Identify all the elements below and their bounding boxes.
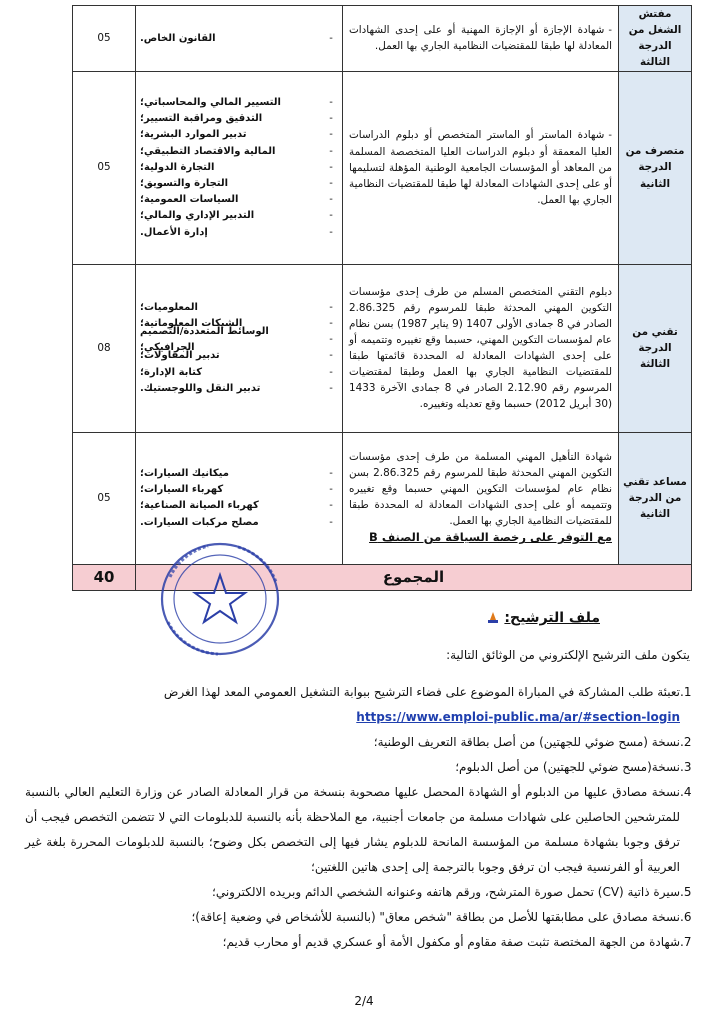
specialty-item: القانون الخاص. [140,32,216,44]
total-label: المجموع [136,564,692,590]
position-title: متصرف من الدرجة الثانية [619,71,692,264]
post-count: 05 [73,71,136,264]
total-value: 40 [73,564,136,590]
specialty-item: التدقيق ومراقبة التسيير؛ [140,113,263,125]
specialty-cell: - المعلوميات؛ - الشبكات المعلوماتية؛ - الوسائط المتعددة/التصميم الجرافيكي؛ - تدبير المقاولات؛ - كتابة الإدارة؛ - تدبير النقل واللوجستيك. [136,264,343,432]
item-text: نسخة(مسح ضوئي للجهتين) من أصل الدبلوم؛ [455,760,680,774]
diploma-cell: -شهادة الماستر أو الماستر المتخصص أو دبلوم الدراسات العليا المعمقة أو دبلوم الدراسات العليا المتخصصة المسلمة من المعاهد أو المؤسسات الجامعية الوطنية المؤهلة لتسليمها أو على إحدى الشهادات المعادلة لها طبقا للمقتضيات النظامية الجاري بها العمل. [343,71,619,264]
list-item [25,905,700,930]
diploma-cell [343,432,619,564]
post-count: 05 [73,432,136,564]
table-row [73,264,692,432]
specialty-cell: - التسيير المالي والمحاسباتي؛ - التدقيق ومراقبة التسيير؛ - تدبير الموارد البشرية؛ - المالية والاقتصاد التطبيقي؛ - التجارة الدولية؛ - التجارة والتسويق؛ - السياسات العمومية؛ - التدبير الإداري والمالي؛ - إدارة الأعمال. [136,71,343,264]
item-number: .1 [680,685,692,699]
section-title: ملف الترشيح: [504,610,600,626]
list-item [25,780,700,880]
list-item [25,730,700,755]
specialty-item: تدبير النقل واللوجستيك. [140,382,261,394]
specialty-item: المالية والاقتصاد التطبيقي؛ [140,145,276,157]
official-stamp [148,537,308,667]
specialty-item: تدبير الموارد البشرية؛ [140,129,247,141]
diploma-text: شهادة الماستر أو الماستر المتخصص أو دبلوم الدراسات العليا المعمقة أو دبلوم الدراسات العليا المتخصصة المسلمة من المعاهد أو المؤسسات الجامعية الوطنية المؤهلة لتسليمها أو على إحدى الشهادات المعادلة لها طبقا للمقتضيات النظامية الجاري بها العمل. [349,129,612,206]
specialty-item: التجارة والتسويق؛ [140,177,229,189]
item-text: سيرة ذاتية (CV) تحمل صورة المترشح، ورقم هاتفه وعنوانه الشخصي الدائم وبريده الالكتروني؛ [212,885,680,899]
list-item [25,930,700,955]
specialty-item: التسيير المالي والمحاسباتي؛ [140,97,281,108]
specialty-item: كهرباء الصيانة الصناعية؛ [140,500,259,512]
item-text: تعبئة طلب المشاركة في المباراة الموضوع على فضاء الترشيح ببوابة التشغيل العمومي المعد لهذا الغرض [163,685,680,699]
post-count: 05 [73,6,136,72]
position-title: مفتش الشغل من الدرجة الثالثة [619,6,692,72]
item-text: نسخة (مسح ضوئي للجهتين) من أصل بطاقة التعريف الوطنية؛ [373,735,680,749]
specialty-item: كتابة الإدارة؛ [140,366,203,378]
diploma-cell: -شهادة الإجازة أو الإجازة المهنية أو على إحدى الشهادات المعادلة لها طبقا للمقتضيات النظامية الجاري بها العمل. [343,6,619,72]
section-heading [486,610,600,626]
specialty-item: الوسائط المتعددة/التصميم الجرافيكي؛ [140,326,269,353]
list-item [25,880,700,905]
item-number: .5 [680,885,692,899]
table-row [73,6,692,72]
specialty-item: التدبير الإداري والمالي؛ [140,210,255,222]
pin-icon [486,611,500,625]
post-count: 08 [73,264,136,432]
item-number: .6 [680,910,692,924]
specialty-item: السياسات العمومية؛ [140,194,239,206]
item-number: .7 [680,935,692,949]
item-body [25,680,680,730]
position-title: تقني من الدرجة الثالثة [619,264,692,432]
diploma-text: دبلوم التقني المتخصص المسلم من طرف إحدى مؤسسات التكوين المهني المحدثة طبقا للمرسوم رقم 2.86.325 الصادر في 8 جمادى الأولى 1407 (9 يناير 1987) بسن نظام عام لمؤسسات التكوين المهني، حسبما وقع تغييره وتتميمه أو على إحدى الشهادات المعادلة له المحددة قائمتها طبقا للمقتضيات النظامية الجاري بها العمل وطبقا لمقتضيات المرسوم رقم 2.12.90 الصادر في 8 جمادى الآخرة 1433 (30 أبريل 2012) حسبما وقع تعديله وتغييره. [349,285,613,411]
specialty-item: كهرباء السيارات؛ [140,484,224,496]
item-number: .3 [680,760,692,774]
documents-list [25,680,700,955]
specialty-item: التجارة الدولية؛ [140,161,215,173]
item-number: .2 [680,735,692,749]
list-item [25,755,700,780]
diploma-text: شهادة التأهيل المهني المسلمة من طرف إحدى مؤسسات التكوين المهني المحدثة طبقا للمرسوم رقم 2.86.325 بسن نظام عام لمؤسسات التكوين المهني حسبما وقع تغييره وتتميمه أو على إحدى الشهادات المعادلة له المحددة طبقا للمقتضيات النظامية الجاري بها العمل. [349,450,613,528]
specialty-cell: - ميكانيك السيارات؛ - كهرباء السيارات؛ - كهرباء الصيانة الصناعية؛ - مصلح مركبات السيارات. [136,432,343,564]
page-number: 2/4 [354,994,374,1008]
specialty-cell: - القانون الخاص. [136,6,343,72]
diploma-cell [343,264,619,432]
specialty-item: إدارة الأعمال. [140,226,208,238]
specialty-item: المعلوميات؛ [140,301,198,313]
item-text: نسخة مصادق عليها من الدبلوم أو الشهادة المحصل عليها مصحوبة بنسخة من قرار المعادلة الصادر عن وزارة التعليم العالي بالنسبة للمترشحين الحاصلين على شهادات مسلمة من جامعات أجنبية، مع الملاحظة بأنه بالنسبة للدبلومات التي لا تتضمن التخصص فيجب أن ترفق وجوبا بشهادة مسلمة من المؤسسة المانحة للدبلوم يشار فيها إلى التخصص بكل وضوح؛ بالنسبة للدبلومات المحررة بلغة غير العربية أو الفرنسية فيجب ان ترفق وجوبا بالترجمة إلى إحدى هاتين اللغتين؛ [25,785,680,874]
specialty-item: ميكانيك السيارات؛ [140,467,229,479]
license-requirement: مع التوفر على رخصة السياقة من الصنف B [369,530,612,545]
diploma-text: شهادة الإجازة أو الإجازة المهنية أو على إحدى الشهادات المعادلة لها طبقا للمقتضيات النظامية الجاري بها العمل. [349,23,612,53]
specialty-item: مصلح مركبات السيارات. [140,516,259,528]
application-portal-link[interactable]: https://www.emploi-public.ma/ar/#section-login [356,710,680,724]
item-text: نسخة مصادق على مطابقتها للأصل من بطاقة "شخص معاق" (بالنسبة للأشخاص في وضعية إعاقة)؛ [191,910,680,924]
section-intro: يتكون ملف الترشيح الإلكتروني من الوثائق التالية: [446,648,690,662]
position-title: مساعد تقني من الدرجة الثانية [619,432,692,564]
specialty-item: الشبكات المعلوماتية؛ [140,317,243,329]
item-number: .4 [680,785,692,799]
table-row [73,71,692,264]
list-item [25,680,700,730]
item-text: شهادة من الجهة المختصة تثبت صفة مقاوم أو مكفول الأمة أو عسكري قديم أو محارب قديم؛ [222,935,680,949]
specialty-item: تدبير المقاولات؛ [140,350,220,362]
positions-table [72,5,692,591]
